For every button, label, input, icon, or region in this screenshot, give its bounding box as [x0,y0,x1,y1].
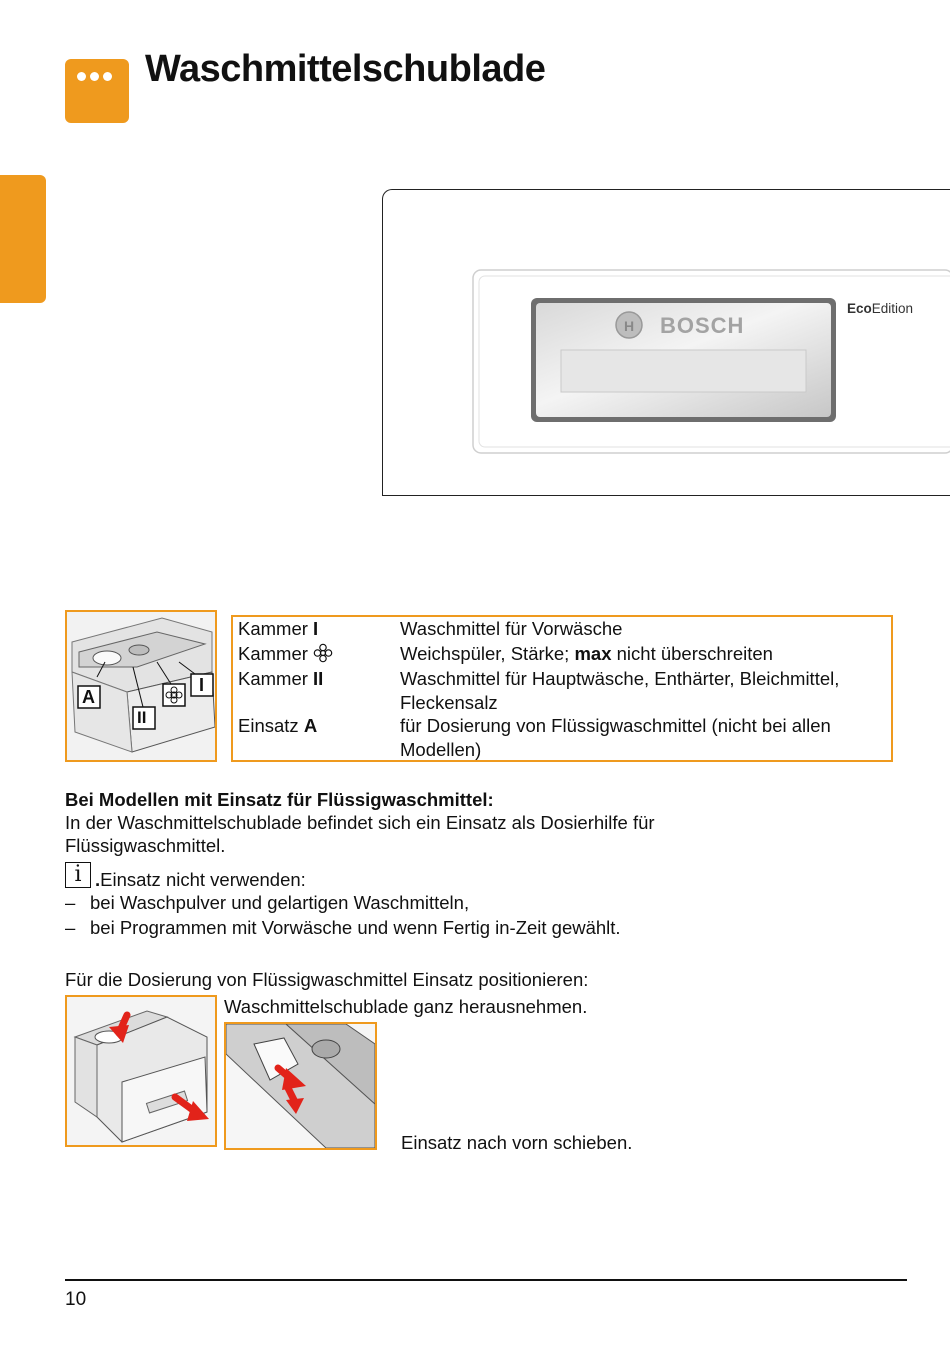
section-heading: Bei Modellen mit Einsatz für Flüssigwaschmittel: [65,789,494,810]
washing-machine-panel-illustration [382,189,950,496]
chamber-legend-table: Kammer I Waschmittel für Vorwäsche Kammer Weichspüler, Stärke; max nicht überschreiten Kammer II Waschmittel für Hauptwäsche, Enthärter, Bleichmittel, Fleckensalz Einsatz A für Dosierung von Flüssigwaschmittel (nicht bei allen Modellen) [231,615,893,762]
detergent-drawer-chambers-image [65,610,217,762]
side-tab-marker [0,175,46,303]
bullet-dash: – [65,892,76,913]
svg-text:EcoEdition: EcoEdition [847,301,914,316]
page-number: 10 [65,1289,87,1310]
bullet-dash: – [65,917,76,938]
step-2-text: Einsatz nach vorn schieben. [401,1132,633,1153]
step-1-text: Waschmittelschublade ganz herausnehmen. [224,996,588,1017]
footer-divider [65,1279,907,1281]
list-item: bei Programmen mit Vorwäsche und wenn Fertig in-Zeit gewählt. [90,917,621,938]
brand-logo: BOSCH [660,313,745,338]
label-chamber-i: I [199,675,205,695]
info-icon: i [65,862,91,888]
label-chamber-ii: II [137,708,147,727]
section-icon [65,59,129,123]
svg-text:H: H [623,318,635,334]
info-text: .Einsatz nicht verwenden: [95,869,306,890]
insert-slide-image [224,1022,377,1150]
paragraph-line: Flüssigwaschmittel. [65,835,226,856]
drawer-removal-image [65,995,217,1147]
flower-icon [313,643,333,663]
label-insert-a: A [82,687,95,707]
paragraph-line: In der Waschmittelschublade befindet sich ein Einsatz als Dosierhilfe für [65,812,655,833]
page-title: Waschmittelschublade [145,48,546,90]
positioning-intro: Für die Dosierung von Flüssigwaschmittel Einsatz positionieren: [65,969,589,990]
list-item: bei Waschpulver und gelartigen Waschmitteln, [90,892,470,913]
